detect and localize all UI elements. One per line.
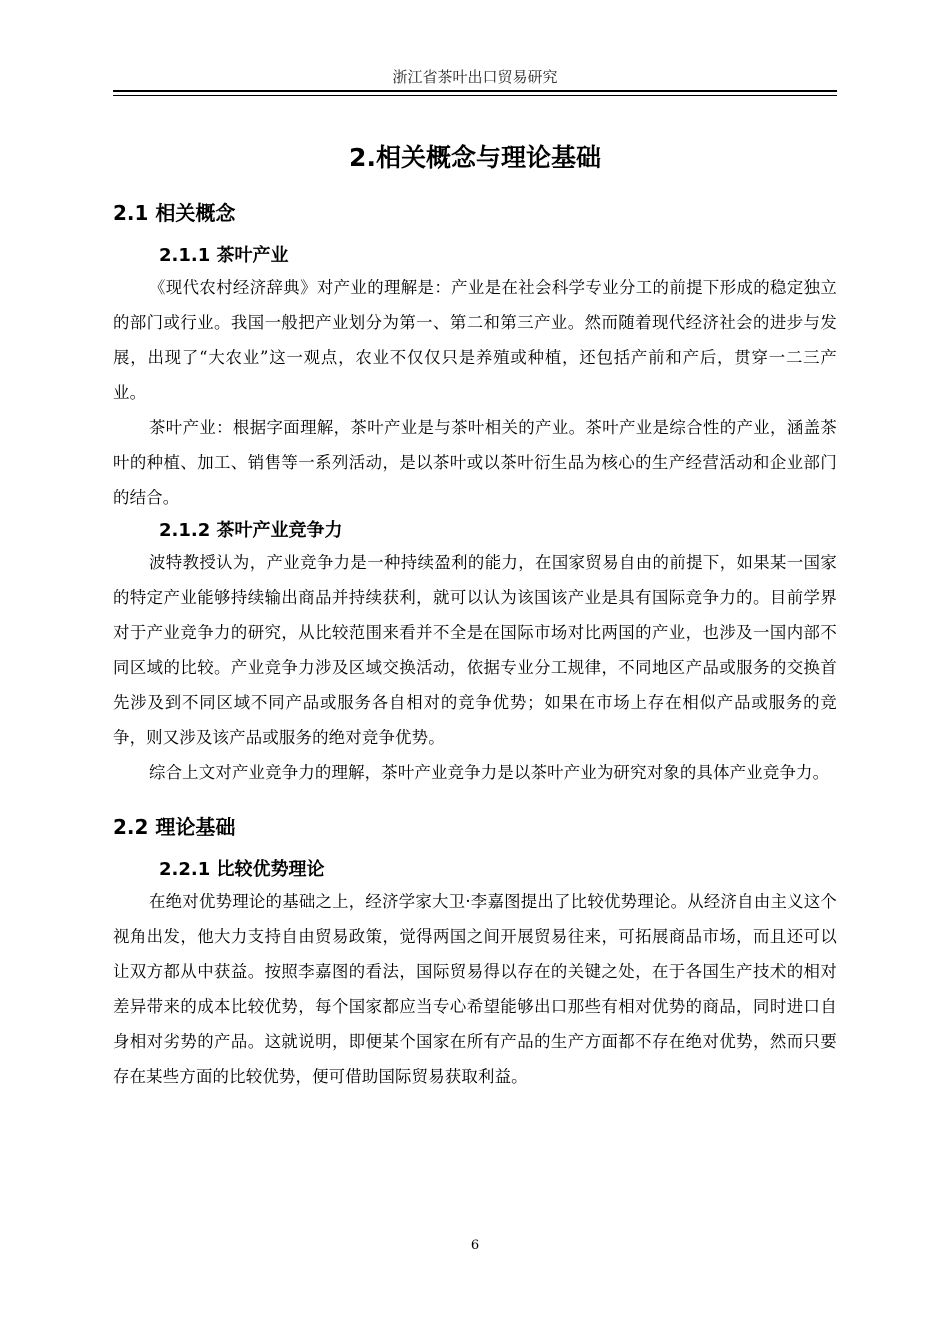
page-number: 6	[470, 1238, 480, 1253]
subsection-title-2-2-1: 2.2.1 比较优势理论	[159, 859, 325, 880]
paragraph: 综合上文对产业竞争力的理解，茶叶产业竞争力是以茶叶产业为研究对象的具体产业竞争力。	[149, 763, 830, 782]
page-content	[113, 100, 837, 1094]
paragraph: 《现代农村经济辞典》对产业的理解是：产业是在社会科学专业分工的前提下形成的稳定独立的部门或行业。我国一般把产业划分为第一、第二和第三产业。然而随着现代经济社会的进步与发展，出现了“大农业”这一观点，农业不仅仅只是养殖或种植，还包括产前和产后，贯穿一二三产业。	[113, 278, 837, 402]
paragraph: 波特教授认为，产业竞争力是一种持续盈利的能力，在国家贸易自由的前提下，如果某一国家的特定产业能够持续输出商品并持续获利，就可以认为该国该产业是具有国际竞争力的。目前学界对于产业竞争力的研究，从比较范围来看并不全是在国际市场对比两国的产业，也涉及一国内部不同区域的比较。产业竞争力涉及区域交换活动，依据专业分工规律，不同地区产品或服务的交换首先涉及到不同区域不同产品或服务各自相对的竞争优势；如果在市场上存在相似产品或服务的竞争，则又涉及该产品或服务的绝对竞争优势。	[113, 553, 837, 747]
subsection-title-2-1-1: 2.1.1 茶叶产业	[159, 245, 289, 266]
chapter-title: 2.相关概念与理论基础	[349, 143, 601, 172]
paragraph: 在绝对优势理论的基础之上，经济学家大卫·李嘉图提出了比较优势理论。从经济自由主义这个视角出发，他大力支持自由贸易政策，觉得两国之间开展贸易往来，可拓展商品市场，而且还可以让双方都从中获益。按照李嘉图的看法，国际贸易得以存在的关键之处，在于各国生产技术的相对差异带来的成本比较优势，每个国家都应当专心希望能够出口那些有相对优势的商品，同时进口自身相对劣势的产品。这就说明，即便某个国家在所有产品的生产方面都不存在绝对优势，然而只要存在某些方面的比较优势，便可借助国际贸易获取利益。	[113, 892, 837, 1086]
subsection-title-2-1-2: 2.1.2 茶叶产业竞争力	[159, 520, 343, 541]
header-rule-thick	[113, 90, 837, 92]
paragraph: 茶叶产业：根据字面理解，茶叶产业是与茶叶相关的产业。茶叶产业是综合性的产业，涵盖茶叶的种植、加工、销售等一系列活动，是以茶叶或以茶叶衍生品为核心的生产经营活动和企业部门的结合。	[113, 418, 837, 507]
section-title-2-1: 2.1 相关概念	[113, 201, 236, 225]
section-title-2-2: 2.2 理论基础	[113, 815, 236, 839]
running-header: 浙江省茶叶出口贸易研究	[392, 68, 558, 86]
header-rule-thin	[113, 95, 837, 96]
